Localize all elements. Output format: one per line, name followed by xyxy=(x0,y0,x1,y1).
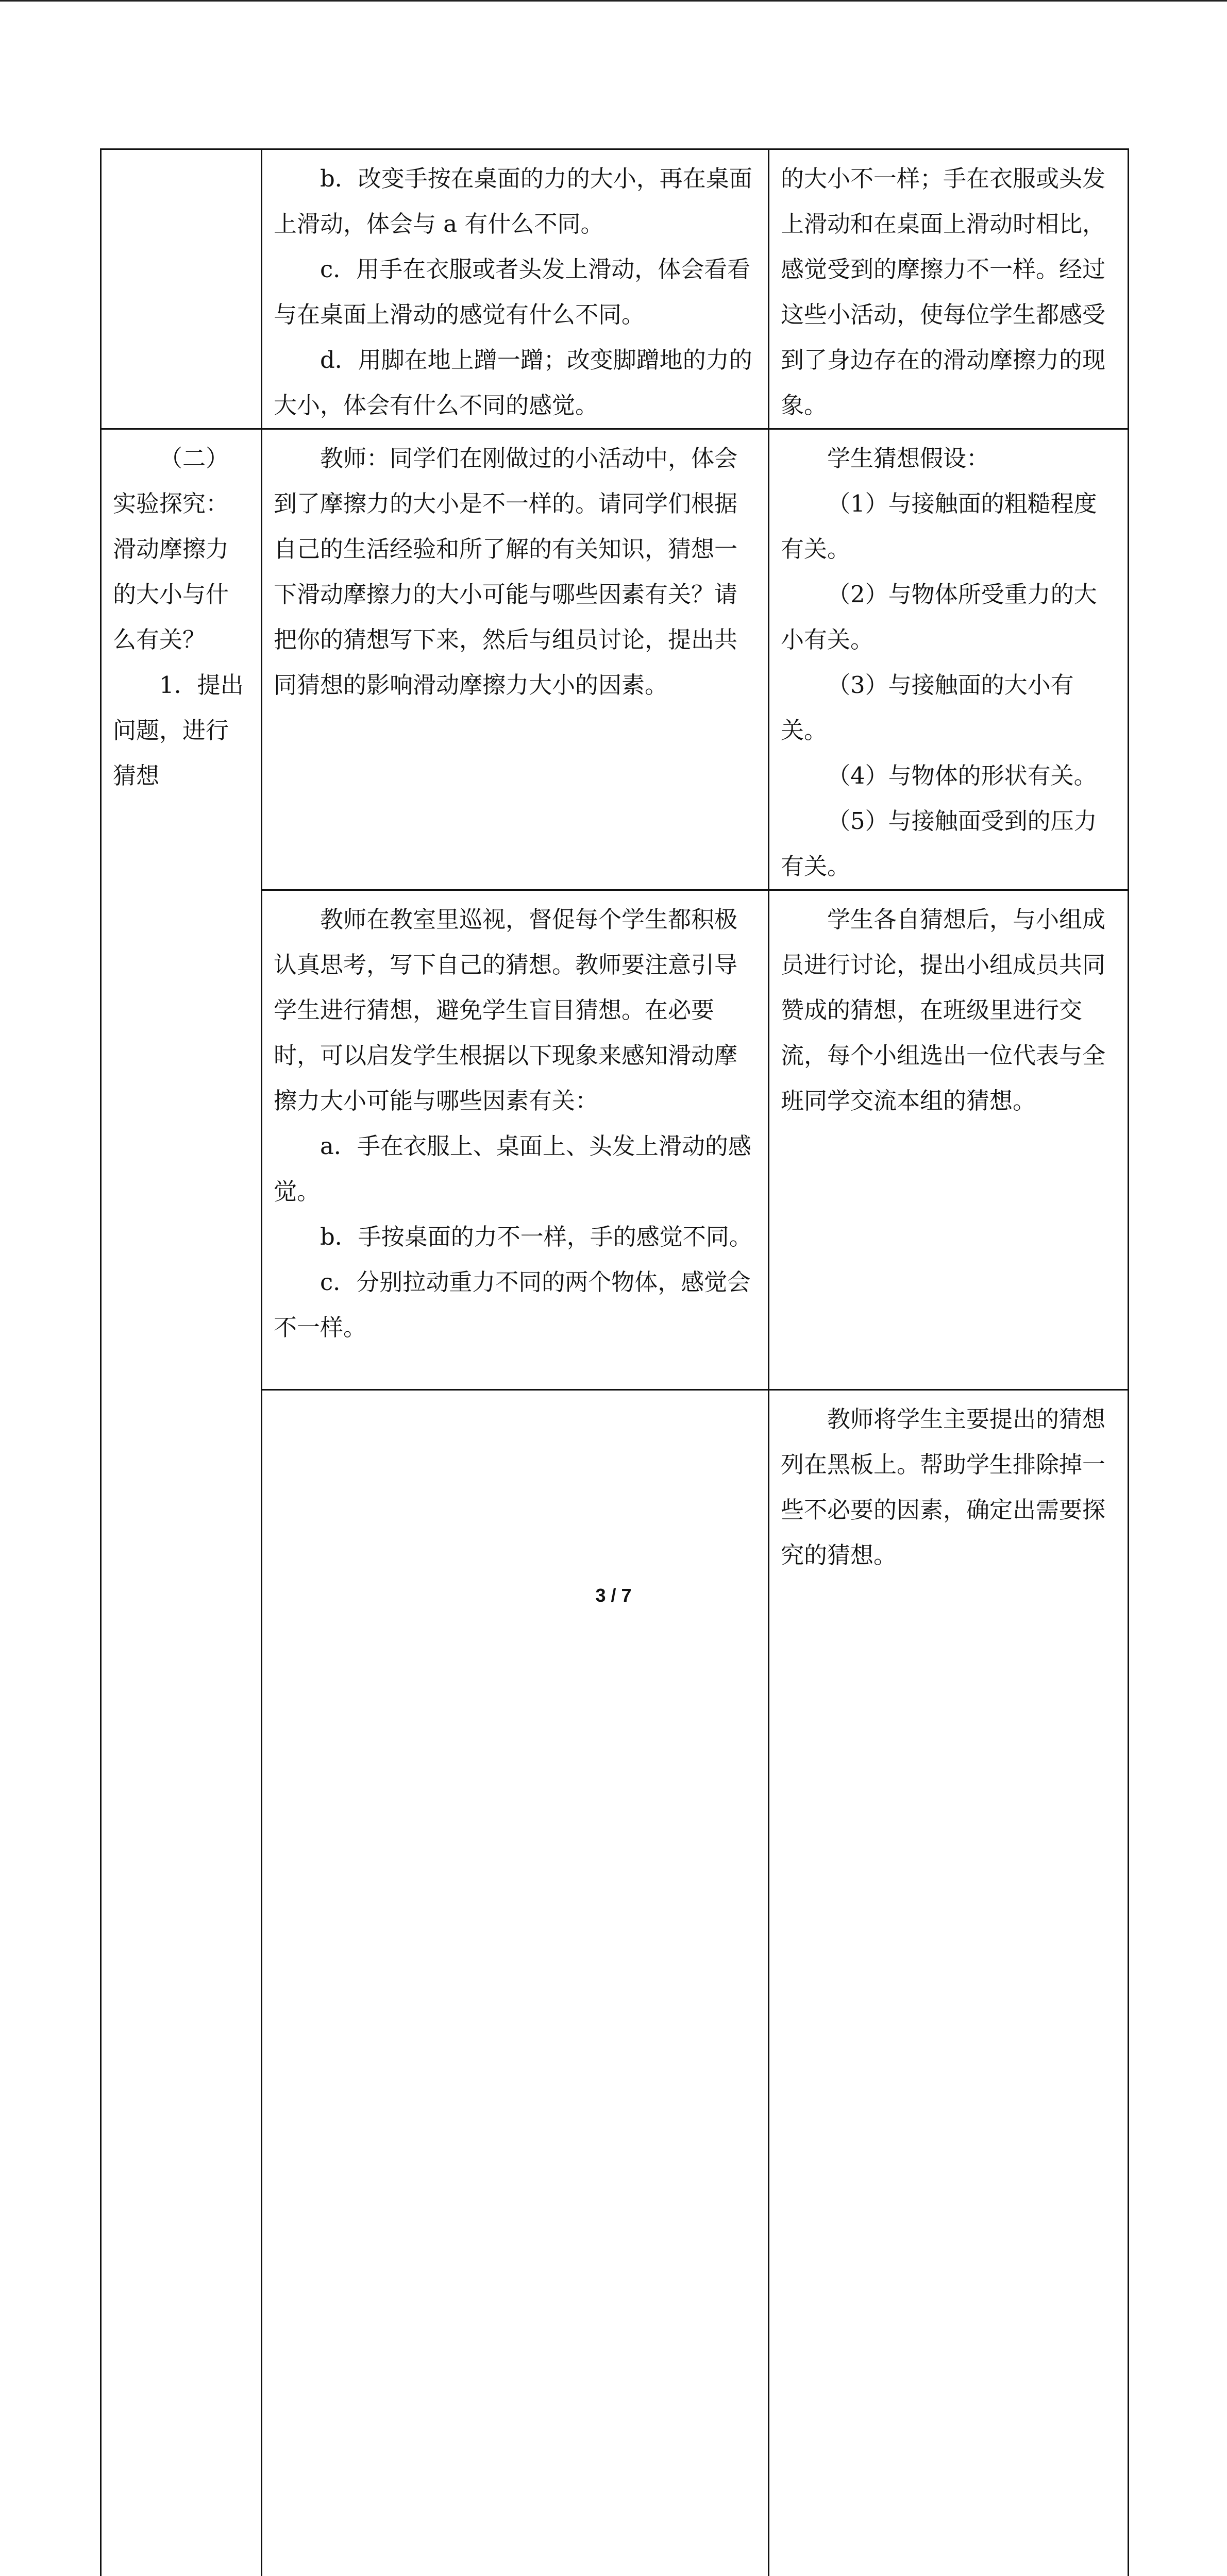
row3-col2-cell xyxy=(262,890,769,1390)
hypothesis-intro: 学生猜想假设： xyxy=(781,436,1116,481)
phenomenon-a: a．手在衣服上、桌面上、头发上滑动的感觉。 xyxy=(274,1124,757,1214)
phenomenon-c: c．分别拉动重力不同的两个物体，感觉会不一样。 xyxy=(274,1260,757,1350)
row4-col2-cell xyxy=(769,1390,1129,2576)
page-top-rule xyxy=(0,0,1227,2)
row4-col1-cell xyxy=(262,1390,769,2576)
row3-col3-cell xyxy=(769,890,1129,1390)
student-discussion: 学生各自猜想后，与小组成员进行讨论，提出小组成员共同赞成的猜想，在班级里进行交流，每个小组选出一位代表与全班同学交流本组的猜想。 xyxy=(781,897,1116,1124)
lesson-plan-table xyxy=(100,148,1129,2576)
section-step: 1．提出问题，进行猜想 xyxy=(113,663,249,799)
teacher-prompt: 教师：同学们在刚做过的小活动中，体会到了摩擦力的大小是不一样的。请同学们根据自己的生活经验和所了解的有关知识，猜想一下滑动摩擦力的大小可能与哪些因素有关？请把你的猜想写下来，然后与组员讨论，提出共同猜想的影响滑动摩擦力大小的因素。 xyxy=(274,436,757,708)
hypothesis-5: （5）与接触面受到的压力有关。 xyxy=(781,799,1116,889)
section-number: （二） xyxy=(113,436,249,481)
row2-col2-cell xyxy=(262,429,769,890)
row1-col1-cell xyxy=(101,149,262,429)
row2-col3-cell xyxy=(769,429,1129,890)
page-number: 3 / 7 xyxy=(0,1585,1227,1606)
hypothesis-1: （1）与接触面的粗糙程度有关。 xyxy=(781,481,1116,572)
hypothesis-4: （4）与物体的形状有关。 xyxy=(781,753,1116,799)
activity-b: b．改变手按在桌面的力的大小，再在桌面上滑动，体会与 a 有什么不同。 xyxy=(274,156,757,247)
teacher-summary: 教师将学生主要提出的猜想列在黑板上。帮助学生排除掉一些不必要的因素，确定出需要探究的猜想。 xyxy=(781,1397,1116,1578)
phenomenon-b: b．手按桌面的力不一样，手的感觉不同。 xyxy=(274,1214,757,1260)
row1-col2-cell xyxy=(262,149,769,429)
activity-c: c．用手在衣服或者头发上滑动，体会看看与在桌面上滑动的感觉有什么不同。 xyxy=(274,247,757,337)
table-row-2 xyxy=(101,429,1129,890)
hypothesis-3: （3）与接触面的大小有关。 xyxy=(781,663,1116,753)
teacher-guidance: 教师在教室里巡视，督促每个学生都积极认真思考，写下自己的猜想。教师要注意引导学生进行猜想，避免学生盲目猜想。在必要时，可以启发学生根据以下现象来感知滑动摩擦力大小可能与哪些因素有关： xyxy=(274,897,757,1124)
table-row-1 xyxy=(101,149,1129,429)
student-feeling-text: 的大小不一样；手在衣服或头发上滑动和在桌面上滑动时相比，感觉受到的摩擦力不一样。经过这些小活动，使每位学生都感受到了身边存在的滑动摩擦力的现象。 xyxy=(781,156,1116,428)
section-heading: 实验探究：滑动摩擦力的大小与什么有关？ xyxy=(113,481,249,663)
section-heading-cell xyxy=(101,429,262,2576)
activity-d: d．用脚在地上蹭一蹭；改变脚蹭地的力的大小，体会有什么不同的感觉。 xyxy=(274,337,757,428)
row1-col3-cell xyxy=(769,149,1129,429)
hypothesis-2: （2）与物体所受重力的大小有关。 xyxy=(781,572,1116,663)
